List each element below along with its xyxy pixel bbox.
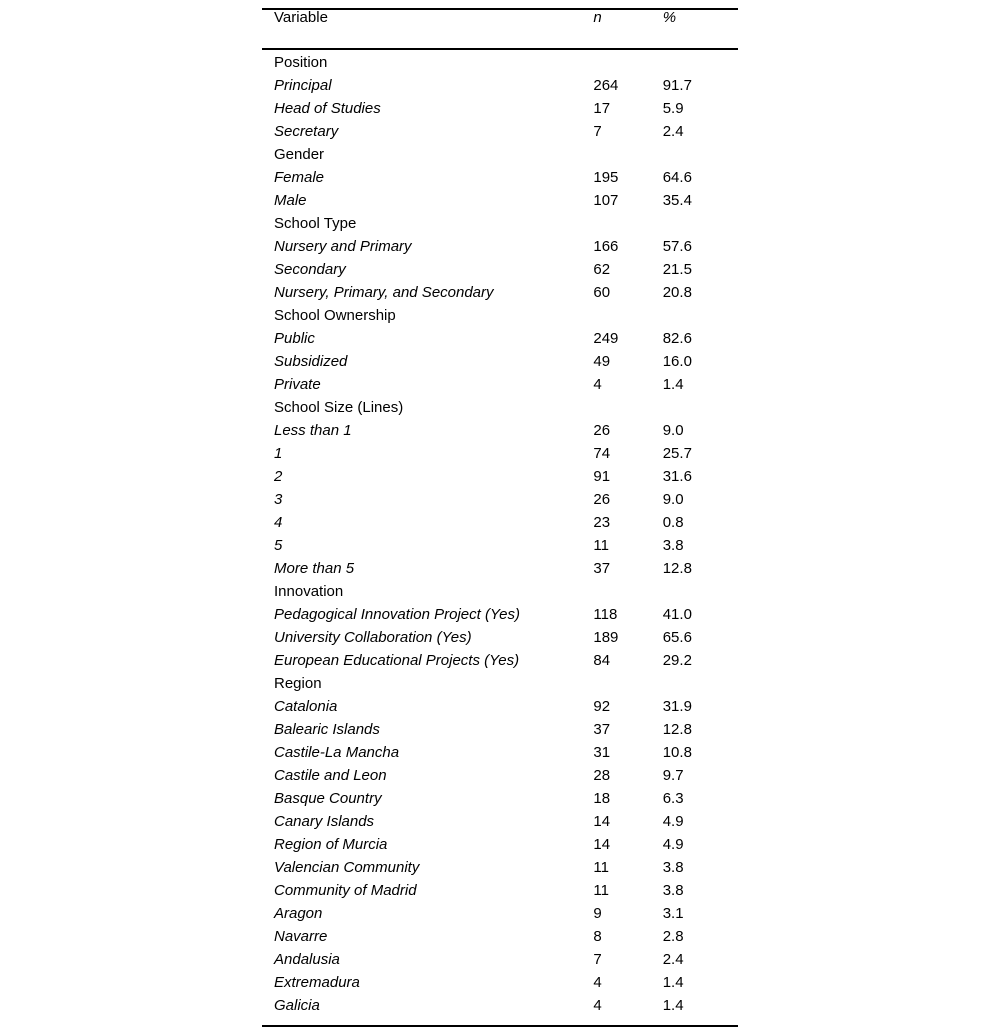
- table-row: [262, 906, 738, 929]
- row-percent-value: 29.2: [662, 652, 692, 669]
- row-count-value: 37: [593, 721, 611, 738]
- row-count-value: 26: [593, 422, 611, 439]
- row-percent-value: 41.0: [662, 606, 692, 623]
- row-count-value: 166: [593, 238, 619, 255]
- table-row: [262, 446, 738, 469]
- row-label: 4: [274, 514, 283, 531]
- table-row: [262, 124, 738, 147]
- table-row: [262, 538, 738, 561]
- row-count-value: 118: [593, 606, 618, 623]
- row-count-value: 84: [593, 652, 611, 669]
- table-row: [262, 630, 738, 653]
- table-row: [262, 975, 738, 998]
- row-percent-value: 3.8: [662, 882, 684, 899]
- row-label: Catalonia: [274, 698, 338, 715]
- table-row: [262, 492, 738, 515]
- row-percent-value: 65.6: [662, 629, 692, 646]
- table-row: [262, 607, 738, 630]
- table-row: [262, 952, 738, 975]
- row-label: 1: [274, 445, 283, 462]
- row-label: Subsidized: [274, 353, 348, 370]
- row-label: Balearic Islands: [274, 721, 380, 738]
- row-label: University Collaboration (Yes): [274, 629, 472, 646]
- row-count-value: 49: [593, 353, 611, 370]
- row-label: Male: [274, 192, 307, 209]
- row-percent-value: 5.9: [662, 100, 684, 117]
- table-row: [262, 768, 738, 791]
- table-row: [262, 699, 738, 722]
- row-count-value: 17: [593, 100, 611, 117]
- table-row: [262, 239, 738, 262]
- group-label: Innovation: [274, 583, 344, 600]
- table-row: [262, 561, 738, 584]
- table-row: [262, 262, 738, 285]
- row-count-value: 60: [593, 284, 611, 301]
- row-percent-value: 57.6: [662, 238, 692, 255]
- table-row: [262, 860, 738, 883]
- row-percent-value: 20.8: [662, 284, 692, 301]
- row-count-value: 11: [593, 859, 609, 876]
- row-percent-value: 35.4: [662, 192, 692, 209]
- row-percent-value: 12.8: [662, 560, 692, 577]
- row-label: Less than 1: [274, 422, 352, 439]
- row-percent-value: [663, 676, 738, 699]
- row-percent-value: 2.8: [662, 928, 684, 945]
- row-count-value: [593, 308, 662, 331]
- row-label: Canary Islands: [274, 813, 375, 830]
- row-label: Extremadura: [274, 974, 360, 991]
- table-row: [262, 883, 738, 906]
- row-count-value: 23: [593, 514, 611, 531]
- row-percent-value: [663, 216, 738, 239]
- row-percent-value: [663, 147, 738, 170]
- row-count-value: 11: [593, 537, 609, 554]
- table-row: [262, 377, 738, 400]
- row-percent-value: 4.9: [662, 836, 684, 853]
- row-percent-value: 1.4: [662, 974, 684, 991]
- row-percent-value: 82.6: [662, 330, 692, 347]
- row-percent-value: 25.7: [662, 445, 692, 462]
- table-row: [262, 101, 738, 124]
- row-label: Castile and Leon: [274, 767, 387, 784]
- table-row: [262, 814, 738, 837]
- row-count-value: 9: [593, 905, 602, 922]
- column-header-n: n: [593, 9, 662, 49]
- table-row: [262, 745, 738, 768]
- row-percent-value: 91.7: [662, 77, 692, 94]
- row-percent-value: 2.4: [662, 951, 684, 968]
- table-row: [262, 929, 738, 952]
- table-group-row: [262, 49, 738, 78]
- row-count-value: 14: [593, 836, 611, 853]
- row-percent-value: 10.8: [662, 744, 692, 761]
- row-count-value: 264: [593, 77, 619, 94]
- table-row: [262, 78, 738, 101]
- table-row: [262, 423, 738, 446]
- row-count-value: 4: [593, 998, 662, 1026]
- row-label: Secondary: [274, 261, 346, 278]
- table-row: [262, 193, 738, 216]
- row-label: Region of Murcia: [274, 836, 388, 853]
- row-count-value: 28: [593, 767, 611, 784]
- row-count-value: 8: [593, 928, 602, 945]
- row-label: Head of Studies: [274, 100, 381, 117]
- table-group-row: [262, 584, 738, 607]
- row-count-value: 37: [593, 560, 611, 577]
- row-label: Castile-La Mancha: [274, 744, 400, 761]
- row-count-value: 7: [593, 123, 602, 140]
- row-count-value: 249: [593, 330, 619, 347]
- row-label: Nursery, Primary, and Secondary: [274, 284, 494, 301]
- row-percent-value: 0.8: [662, 514, 684, 531]
- table-row: [262, 791, 738, 814]
- row-count-value: 4: [593, 376, 602, 393]
- row-percent-value: 16.0: [662, 353, 692, 370]
- row-label: Basque Country: [274, 790, 382, 807]
- row-label: European Educational Projects (Yes): [274, 652, 520, 669]
- table-body: [262, 49, 738, 1026]
- row-label: Community of Madrid: [274, 882, 417, 899]
- row-label: Galicia: [262, 998, 593, 1026]
- row-count-value: 107: [593, 192, 619, 209]
- table-row: [262, 515, 738, 538]
- row-count-value: [593, 147, 662, 170]
- descriptive-statistics-table: [262, 8, 738, 1027]
- row-percent-value: 1.4: [662, 376, 684, 393]
- row-count-value: [593, 216, 662, 239]
- row-percent-value: 1.4: [663, 998, 738, 1026]
- row-percent-value: 31.6: [662, 468, 692, 485]
- row-percent-value: [663, 400, 738, 423]
- table-group-row: [262, 216, 738, 239]
- column-header-percent: %: [663, 9, 738, 49]
- row-label: Navarre: [274, 928, 328, 945]
- group-label: School Ownership: [274, 307, 396, 324]
- row-percent-value: 21.5: [662, 261, 692, 278]
- table-group-row: [262, 400, 738, 423]
- row-label: Secretary: [274, 123, 339, 140]
- group-label: Region: [274, 675, 322, 692]
- table-row: [262, 998, 738, 1026]
- row-percent-value: 12.8: [662, 721, 692, 738]
- row-percent-value: 2.4: [662, 123, 684, 140]
- group-label: School Size (Lines): [274, 399, 404, 416]
- table-row: [262, 331, 738, 354]
- row-count-value: 11: [593, 882, 609, 899]
- descriptive-statistics-table-container: [262, 8, 738, 1027]
- row-label: Public: [274, 330, 315, 347]
- row-label: 3: [274, 491, 283, 508]
- row-count-value: 7: [593, 951, 602, 968]
- row-label: Aragon: [274, 905, 323, 922]
- table-row: [262, 722, 738, 745]
- row-label: Principal: [274, 77, 332, 94]
- row-count-value: 91: [593, 468, 611, 485]
- row-count-value: [593, 584, 662, 607]
- table-group-row: [262, 676, 738, 699]
- row-count-value: [593, 400, 662, 423]
- row-percent-value: 64.6: [662, 169, 692, 186]
- row-count-value: 31: [593, 744, 611, 761]
- row-percent-value: [663, 308, 738, 331]
- row-percent-value: 31.9: [662, 698, 692, 715]
- table-row: [262, 285, 738, 308]
- table-head: [262, 9, 738, 49]
- row-count-value: 92: [593, 698, 611, 715]
- row-label: 5: [274, 537, 283, 554]
- group-label: Gender: [274, 146, 325, 163]
- row-count-value: [593, 49, 662, 78]
- row-count-value: 189: [593, 629, 619, 646]
- row-count-value: 62: [593, 261, 611, 278]
- table-row: [262, 469, 738, 492]
- group-label: Position: [274, 54, 328, 71]
- row-percent-value: 4.9: [662, 813, 684, 830]
- row-percent-value: 3.8: [662, 859, 684, 876]
- row-label: Pedagogical Innovation Project (Yes): [274, 606, 520, 623]
- row-percent-value: 9.0: [662, 491, 684, 508]
- row-percent-value: [663, 49, 738, 78]
- row-count-value: 195: [593, 169, 619, 186]
- row-label: Valencian Community: [274, 859, 420, 876]
- table-row: [262, 170, 738, 193]
- column-header-variable: Variable: [262, 9, 593, 49]
- row-label: Andalusia: [274, 951, 340, 968]
- table-group-row: [262, 147, 738, 170]
- row-percent-value: [663, 584, 738, 607]
- table-group-row: [262, 308, 738, 331]
- table-row: [262, 837, 738, 860]
- row-count-value: 26: [593, 491, 611, 508]
- row-count-value: 18: [593, 790, 611, 807]
- row-count-value: 14: [593, 813, 611, 830]
- row-percent-value: 3.1: [662, 905, 684, 922]
- table-row: [262, 354, 738, 377]
- row-label: 2: [274, 468, 283, 485]
- row-percent-value: 9.7: [662, 767, 684, 784]
- table-row: [262, 653, 738, 676]
- table-header-row: [262, 9, 738, 49]
- row-percent-value: 9.0: [662, 422, 684, 439]
- row-label: More than 5: [274, 560, 355, 577]
- row-percent-value: 3.8: [662, 537, 684, 554]
- row-label: Nursery and Primary: [274, 238, 412, 255]
- group-label: School Type: [274, 215, 357, 232]
- row-count-value: 4: [593, 974, 602, 991]
- row-count-value: [593, 676, 662, 699]
- row-count-value: 74: [593, 445, 611, 462]
- row-label: Female: [274, 169, 325, 186]
- row-percent-value: 6.3: [662, 790, 684, 807]
- row-label: Private: [274, 376, 321, 393]
